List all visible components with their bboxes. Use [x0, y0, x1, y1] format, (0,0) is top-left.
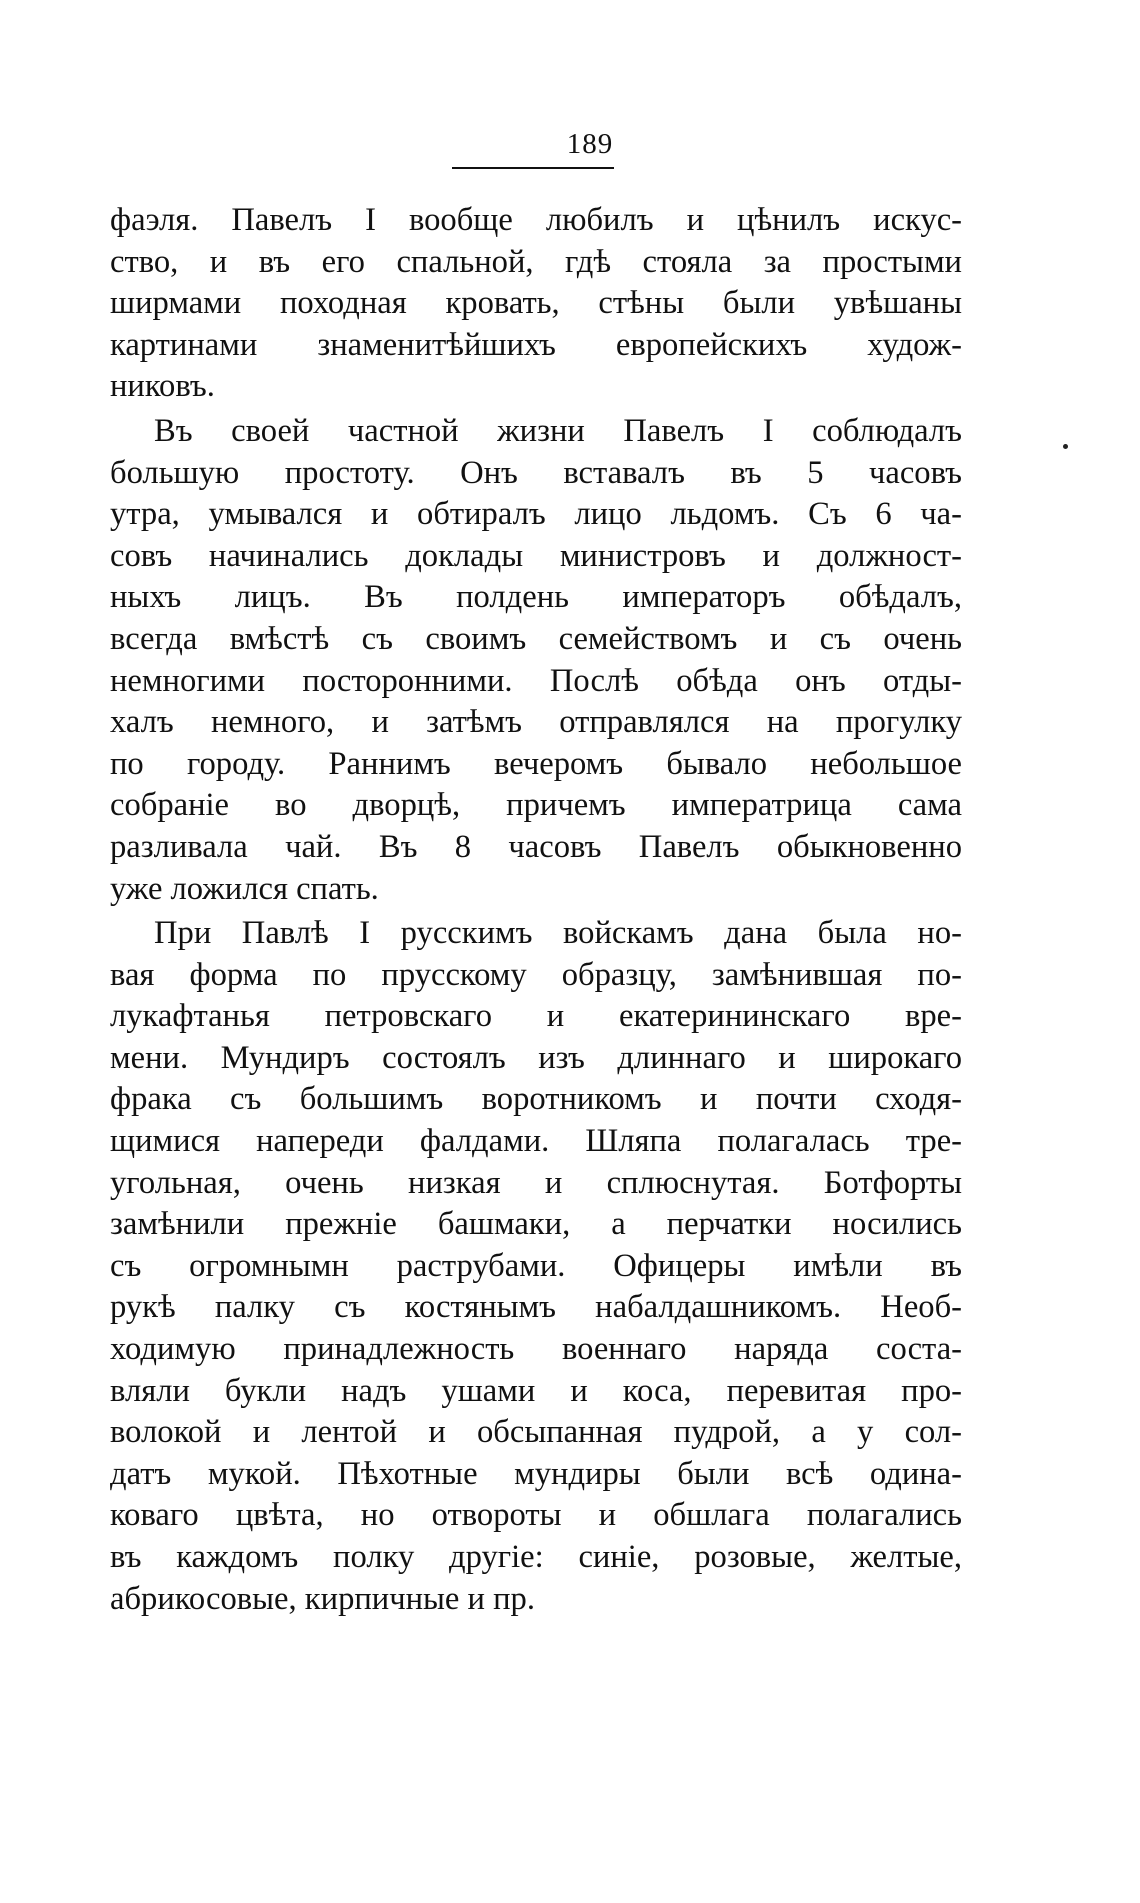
print-speck	[1063, 444, 1068, 449]
text-line: немногими посторонними. Послѣ обѣда онъ отды-	[110, 662, 962, 699]
paragraph-1	[110, 200, 962, 408]
text-line: волокой и лентой и обсыпанная пудрой, а у сол-	[110, 1414, 962, 1451]
text-line: замѣнили прежніе башмаки, а перчатки носились	[110, 1206, 962, 1243]
text-line: фаэля. Павелъ I вообще любилъ и цѣнилъ искус-	[110, 202, 962, 238]
text-line: лукафтанья петровскаго и екатерининскаго вре-	[110, 998, 962, 1035]
text-line: собраніе во дворцѣ, причемъ императрица сама	[110, 787, 962, 824]
page-number: 189	[566, 128, 614, 160]
text-line: Въ своей частной жизни Павелъ I соблюдалъ	[154, 412, 962, 449]
text-line: всегда вмѣстѣ съ своимъ семействомъ и съ очень	[110, 620, 962, 657]
text-line: коваго цвѣта, но отвороты и обшлага полагались	[110, 1497, 962, 1534]
text-line: При Павлѣ I русскимъ войскамъ дана была но-	[154, 915, 962, 952]
text-line: картинами знаменитѣйшихъ европейскихъ худож-	[110, 326, 962, 363]
text-line: большую простоту. Онъ вставалъ въ 5 часовъ	[110, 454, 962, 491]
text-line: ныхъ лицъ. Въ полдень императоръ обѣдалъ,	[110, 579, 962, 616]
text-line: съ огромнымн раструбами. Офицеры имѣли въ	[110, 1247, 962, 1284]
text-line: утра, умывался и обтиралъ лицо льдомъ. Съ 6 ча-	[110, 496, 962, 533]
text-line: рукѣ палку съ костянымъ набалдашникомъ. Необ-	[110, 1289, 962, 1326]
text-line: щимися напереди фалдами. Шляпа полагалась тре-	[110, 1123, 962, 1160]
text-line: вляли букли надъ ушами и коса, перевитая про-	[110, 1372, 962, 1409]
text-line: ство, и въ его спальной, гдѣ стояла за простыми	[110, 243, 962, 280]
text-line: разливала чай. Въ 8 часовъ Павелъ обыкновенно	[110, 828, 962, 865]
text-line: въ каждомъ полку другіе: синіе, розовые, желтые,	[110, 1539, 962, 1575]
text-line: угольная, очень низкая и сплюснутая. Ботфорты	[110, 1164, 962, 1201]
text-line: фрака съ большимъ воротникомъ и почти сходя-	[110, 1081, 962, 1118]
body-text	[110, 200, 962, 1623]
text-line: абрикосовые, кирпичные и пр.	[110, 1580, 535, 1617]
text-line: халъ немного, и затѣмъ отправлялся на прогулку	[110, 704, 962, 741]
text-line: мени. Мундиръ состоялъ изъ длиннаго и широкаго	[110, 1039, 962, 1076]
text-line: уже ложился спать.	[110, 870, 379, 907]
header-rule	[452, 167, 614, 169]
text-line: совъ начинались доклады министровъ и должност-	[110, 537, 962, 574]
text-line: вая форма по прусскому образцу, замѣнившая по-	[110, 956, 962, 993]
text-line: ширмами походная кровать, стѣны были увѣшаны	[110, 285, 962, 322]
paragraph-3	[110, 913, 962, 1620]
text-line: никовъ.	[110, 368, 215, 405]
text-line: по городу. Раннимъ вечеромъ бывало небольшое	[110, 745, 962, 782]
text-line: ходимую принадлежность военнаго наряда соста-	[110, 1331, 962, 1368]
paragraph-2	[110, 411, 962, 910]
text-line: датъ мукой. Пѣхотные мундиры были всѣ одина-	[110, 1455, 962, 1492]
